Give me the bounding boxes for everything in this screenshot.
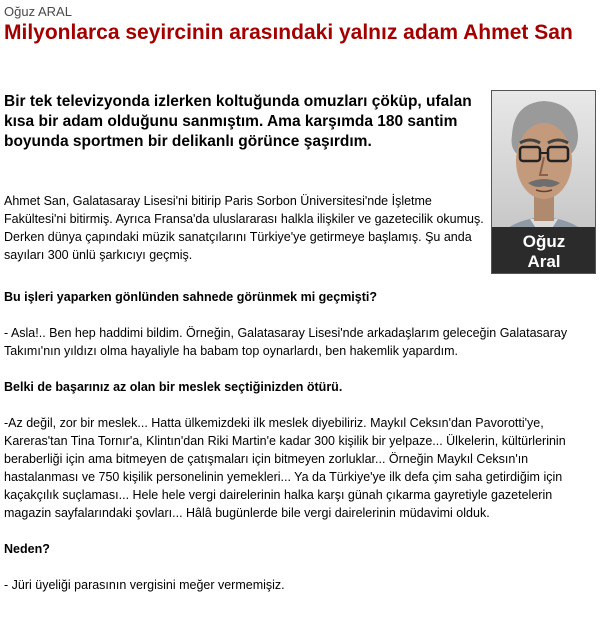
answer-2: -Az değil, zor bir meslek... Hatta ülkemizdeki ilk meslek diyebiliriz. Maykıl Ceksın'dan Pavorotti'ye, Kareras'tan Tina Tornır'a, Klintın'dan Riki Martin'e kadar 300 kişilik bir yelpaze... Ülkelerin, kültürlerinin beraberliği için ama bitmeyen de çatışmaları için bitmeyen zorluklar... Örneğin Maykıl Ceksın'ın hastalanması ve 750 kişilik personelinin yemekleri... Ya da Türkiye'ye ilk defa çim saha getirdiğim için kaçakçılık suçlaması... Hele hele vergi dairelerinin halka karşı günah çıkarma gayretiyle gazetelerin magazin sayfalarındaki şovları... Hâlâ bugünlerde bile vergi dairelerinin müdavimi olduk.	[4, 416, 566, 520]
answer-1: - Asla!.. Ben hep haddimi bildim. Örneğin, Galatasaray Lisesi'nde arkadaşlarım geleceğin Galatasaray Takımı'nın yıldızı olma hayaliyle ha babam top oynarlardı, ben hakemlik yapardım.	[4, 326, 568, 358]
answer-3: - Jüri üyeliği parasının vergisini meğer vermemişiz.	[4, 578, 285, 592]
article-lead: Bir tek televizyonda izlerken koltuğunda omuzları çöküp, ufalan kısa bir adam olduğunu sanmıştım. Ama karşımda 180 santim boyunda sportmen bir delikanlı görünce şaşırdım.	[4, 93, 472, 150]
photo-caption-line1: Oğuz	[522, 232, 566, 251]
question-2: Belki de başarınız az olan bir meslek seçtiğinizden ötürü.	[4, 380, 343, 394]
question-3: Neden?	[4, 542, 50, 556]
author-portrait-image	[492, 91, 595, 273]
article-intro: Ahmet San, Galatasaray Lisesi'ni bitirip Paris Sorbon Üniversitesi'nde İşletme Fakültesi'ni bitirmiş. Ayrıca Fransa'da uluslararası halkla ilişkiler ve gazetecilik okumuş. Derken dünya çapındaki müzik sanatçılarını Türkiye'ye getirmeye başlamış. Şu anda sayıları 300 ünlü şarkıcıyı geçmiş.	[4, 194, 484, 262]
author-name: Oğuz ARAL	[4, 4, 72, 19]
interview-qa	[4, 288, 596, 612]
question-1: Bu işleri yaparken gönlünden sahnede görünmek mi geçmişti?	[4, 290, 378, 304]
photo-caption-line2: Aral	[527, 252, 561, 271]
article	[4, 4, 596, 592]
author-photo	[491, 90, 596, 274]
article-headline: Milyonlarca seyircinin arasındaki yalnız adam Ahmet San	[4, 21, 573, 44]
